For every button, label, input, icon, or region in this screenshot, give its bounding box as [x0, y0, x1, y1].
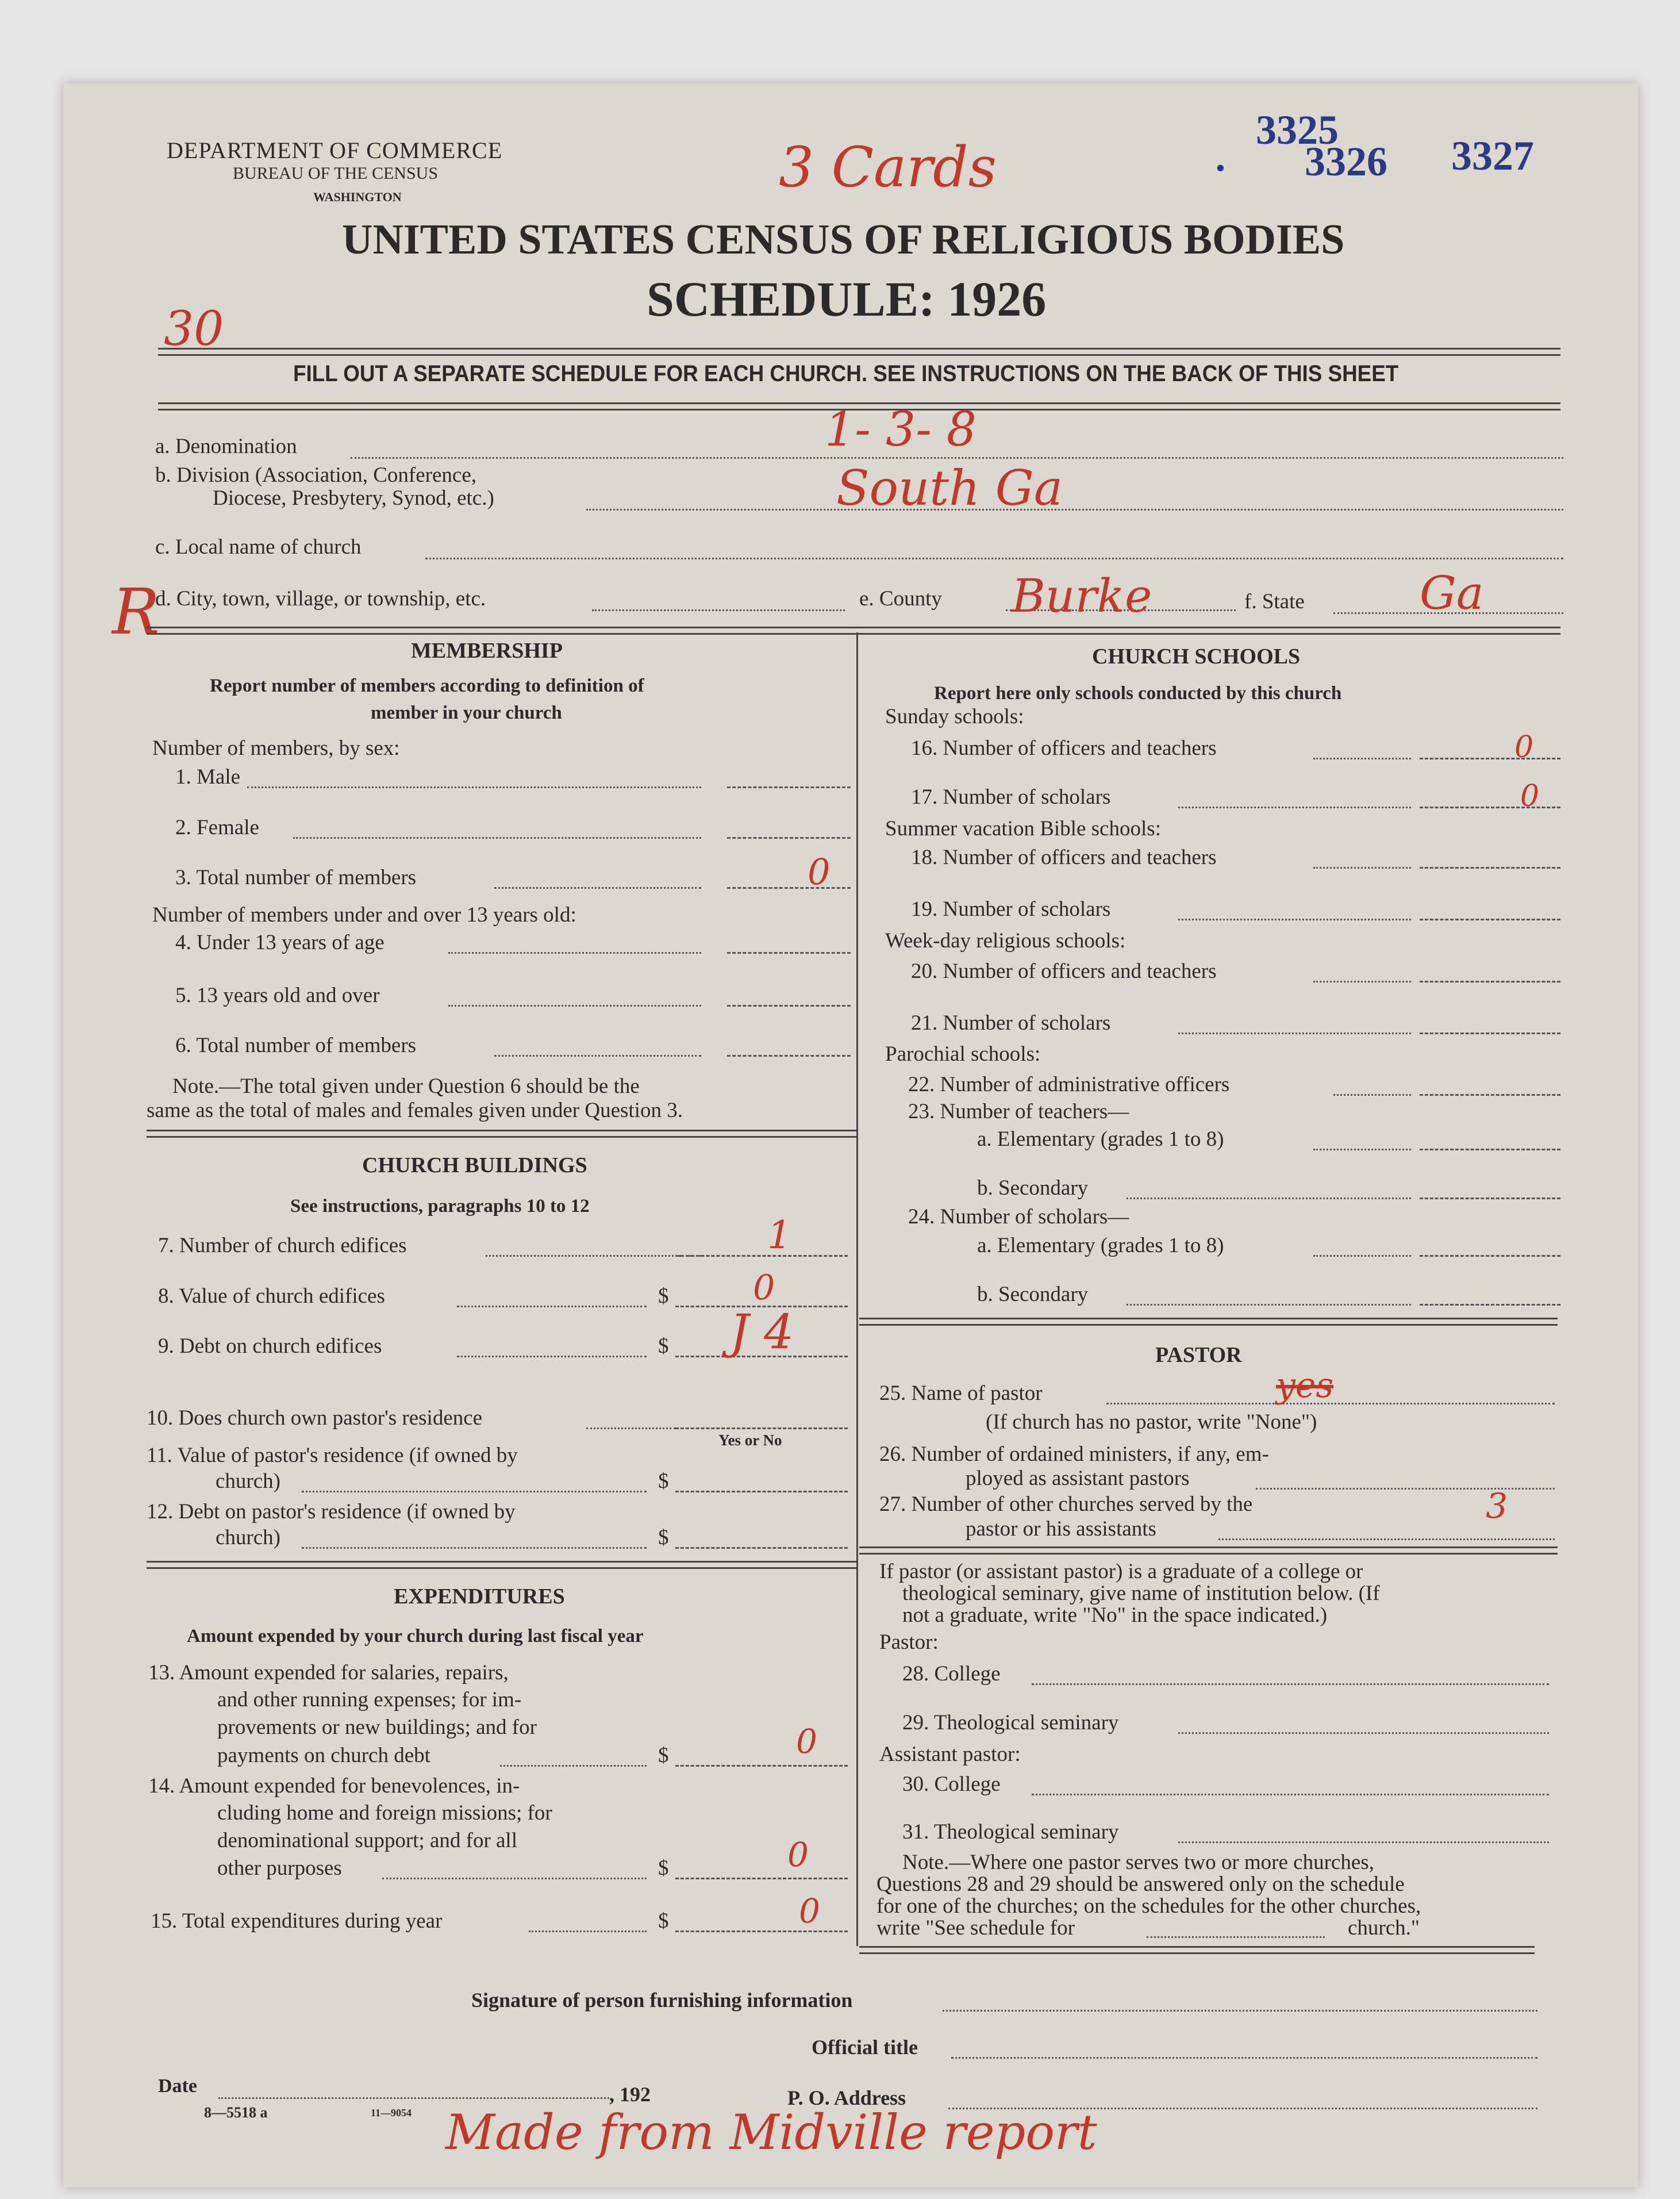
q7-line	[486, 1255, 701, 1257]
official-title-label: Official title	[812, 2036, 918, 2059]
q3-answer	[727, 887, 851, 889]
stamp-3327: 3327	[1451, 133, 1534, 179]
q15-line	[529, 1931, 647, 1932]
membership-title: MEMBERSHIP	[411, 639, 563, 663]
grad-text-1: If pastor (or assistant pastor) is a graduate of a college or	[879, 1560, 1363, 1583]
q19-label: 19. Number of scholars	[911, 897, 1111, 921]
expenditures-title: EXPENDITURES	[394, 1584, 565, 1609]
grad-text-2: theological seminary, give name of institution below. (If	[902, 1582, 1380, 1605]
q25-label: 25. Name of pastor	[879, 1381, 1043, 1405]
bureau-label: BUREAU OF THE CENSUS	[233, 164, 438, 183]
vacation-label: Summer vacation Bible schools:	[885, 817, 1161, 841]
q15-answer	[675, 1931, 848, 1932]
q14-label-3: denominational support; and for all	[217, 1829, 517, 1852]
parochial-label: Parochial schools:	[885, 1042, 1041, 1066]
q27-value[interactable]: 3	[1486, 1486, 1508, 1526]
pastor-title: PASTOR	[1155, 1343, 1242, 1367]
q22-line	[1333, 1094, 1411, 1096]
q12-label: 12. Debt on pastor's residence (if owned by	[147, 1500, 516, 1523]
q26-label: 26. Number of ordained ministers, if any, em-	[879, 1442, 1269, 1466]
q15-label: 15. Total expenditures during year	[151, 1909, 443, 1933]
q17-label: 17. Number of scholars	[911, 785, 1111, 809]
pastor-rule	[859, 1546, 1558, 1555]
q13-label-2: and other running expenses; for im-	[217, 1688, 522, 1711]
assistant-label: Assistant pastor:	[879, 1743, 1021, 1766]
by-sex-label: Number of members, by sex:	[152, 736, 400, 760]
body-bottom-rule	[859, 1946, 1535, 1954]
q16-value[interactable]: 0	[1514, 730, 1534, 765]
q30-label: 30. College	[902, 1772, 1001, 1796]
q11-label: 11. Value of pastor's residence (if owned by	[147, 1444, 518, 1467]
q16-label: 16. Number of officers and teachers	[911, 736, 1217, 760]
q16-line	[1313, 758, 1411, 759]
q27-label-2: pastor or his assistants	[966, 1517, 1156, 1541]
q18-answer	[1420, 867, 1560, 869]
q3-label: 3. Total number of members	[175, 866, 417, 889]
q6-line	[494, 1055, 701, 1057]
membership-sub-1: Report number of members according to definition of	[210, 676, 644, 696]
q23-label: 23. Number of teachers—	[908, 1100, 1129, 1123]
cards-note: 3 Cards	[779, 135, 997, 199]
q8-label: 8. Value of church edifices	[158, 1284, 385, 1308]
pastor-note-3: for one of the churches; on the schedules for the other churches,	[876, 1894, 1421, 1918]
q1-label: 1. Male	[175, 765, 241, 789]
q10-line	[586, 1427, 675, 1429]
denomination-line	[351, 457, 1563, 459]
q24b-answer	[1420, 1304, 1560, 1306]
q22-answer	[1420, 1094, 1560, 1096]
stamp-tick: •	[1216, 153, 1225, 183]
q7-label: 7. Number of church edifices	[158, 1234, 407, 1257]
q29-line	[1178, 1732, 1549, 1734]
pastor-note-4: write "See schedule for	[876, 1916, 1075, 1940]
q13-value[interactable]: 0	[796, 1722, 817, 1761]
q10-label: 10. Does church own pastor's residence	[147, 1406, 483, 1430]
q28-label: 28. College	[902, 1662, 1001, 1686]
footer-note: Made from Midville report	[445, 2104, 1097, 2160]
q24-label: 24. Number of scholars—	[908, 1205, 1129, 1229]
q14-value[interactable]: 0	[787, 1835, 809, 1874]
q6-answer	[727, 1055, 851, 1057]
q23b-line	[1127, 1198, 1411, 1199]
q18-line	[1313, 867, 1411, 869]
date-line	[218, 2097, 609, 2099]
signature-label: Signature of person furnishing information	[471, 1989, 853, 2012]
pastor-note-1: Note.—Where one pastor serves two or more churches,	[902, 1851, 1374, 1874]
schools-sub: Report here only schools conducted by this church	[934, 683, 1342, 704]
q17-line	[1178, 807, 1411, 808]
dept-label: DEPARTMENT OF COMMERCE	[167, 137, 503, 163]
division-label: b. Division (Association, Conference,	[155, 463, 476, 487]
q9-label: 9. Debt on church edifices	[158, 1334, 382, 1358]
q7-value[interactable]: 1	[767, 1213, 791, 1257]
q9-value[interactable]: J 4	[730, 1305, 794, 1360]
pastor-label: Pastor:	[879, 1630, 939, 1654]
q14-dollar: $	[658, 1856, 669, 1880]
q25-note: (If church has no pastor, write "None")	[986, 1410, 1317, 1434]
q8-value[interactable]: 0	[753, 1268, 775, 1308]
q24b-line	[1127, 1304, 1411, 1306]
city-label: WASHINGTON	[313, 190, 402, 204]
q15-dollar: $	[658, 1909, 669, 1933]
membership-rule	[147, 1130, 856, 1138]
membership-sub-2: member in your church	[371, 703, 562, 723]
q31-label: 31. Theological seminary	[902, 1820, 1119, 1844]
q25-value[interactable]: yes	[1276, 1365, 1334, 1406]
schedule-title: SCHEDULE: 1926	[647, 271, 1047, 327]
q17-answer	[1420, 807, 1560, 808]
q1-line	[247, 786, 701, 788]
q20-label: 20. Number of officers and teachers	[911, 960, 1217, 983]
q16-answer	[1420, 758, 1560, 759]
denomination-value[interactable]: 1- 3- 8	[825, 402, 977, 457]
q23b-label: b. Secondary	[977, 1176, 1089, 1200]
q11-label-2: church)	[216, 1469, 280, 1493]
q14-line	[382, 1878, 647, 1879]
yes-no-label: Yes or No	[718, 1432, 782, 1449]
city-line	[592, 609, 845, 611]
q13-label: 13. Amount expended for salaries, repairs,	[148, 1661, 509, 1684]
q17-value[interactable]: 0	[1520, 779, 1540, 813]
q5-label: 5. 13 years old and over	[175, 984, 380, 1007]
q22-label: 22. Number of administrative officers	[908, 1073, 1230, 1096]
q2-line	[293, 837, 701, 839]
header-rule	[158, 348, 1560, 356]
q23a-answer	[1420, 1149, 1560, 1150]
number-note: 30	[164, 302, 224, 356]
q4-label: 4. Under 13 years of age	[175, 931, 385, 954]
q13-label-4: payments on church debt	[217, 1744, 430, 1767]
q21-line	[1178, 1033, 1411, 1034]
q7-answer	[675, 1255, 848, 1257]
q19-line	[1178, 919, 1411, 920]
q24a-answer	[1420, 1255, 1560, 1257]
q20-line	[1313, 981, 1411, 983]
q13-answer	[675, 1765, 848, 1767]
q19-answer	[1420, 919, 1560, 920]
q21-answer	[1420, 1033, 1560, 1034]
schools-rule	[859, 1318, 1558, 1326]
signature-line	[943, 2010, 1537, 2012]
q4-line	[448, 952, 701, 954]
q12-answer	[675, 1547, 848, 1549]
q8-dollar: $	[658, 1284, 669, 1308]
po-address-label: P. O. Address	[787, 2086, 906, 2109]
membership-note-2: same as the total of males and females given under Question 3.	[147, 1099, 683, 1122]
form-title: UNITED STATES CENSUS OF RELIGIOUS BODIES	[342, 216, 1345, 263]
expenditures-sub: Amount expended by your church during last fiscal year	[187, 1626, 644, 1647]
pastor-note-2: Questions 28 and 29 should be answered only on the schedule	[876, 1872, 1405, 1896]
city-label: d. City, town, village, or township, etc.	[155, 587, 486, 611]
q2-answer	[727, 837, 851, 839]
q5-answer	[727, 1005, 851, 1007]
pastor-note-5: church."	[1348, 1916, 1420, 1940]
instruction-line: FILL OUT A SEPARATE SCHEDULE FOR EACH CHURCH. SEE INSTRUCTIONS ON THE BACK OF THIS SHEET	[293, 361, 1399, 386]
q4-answer	[727, 952, 851, 954]
q13-label-3: provements or new buildings; and for	[217, 1716, 537, 1739]
state-value[interactable]: Ga	[1420, 566, 1484, 620]
grad-text-3: not a graduate, write "No" in the space indicated.)	[902, 1603, 1328, 1627]
date-label: Date	[158, 2075, 197, 2097]
local-name-line	[425, 558, 1563, 559]
division-label-2: Diocese, Presbytery, Synod, etc.)	[213, 486, 494, 510]
q14-answer	[675, 1878, 848, 1879]
column-divider	[856, 632, 858, 1946]
year-label: , 192	[609, 2083, 651, 2106]
see-schedule-line	[1147, 1936, 1325, 1938]
q14-label-4: other purposes	[217, 1856, 342, 1880]
denomination-label: a. Denomination	[155, 435, 297, 458]
schools-title: CHURCH SCHOOLS	[1092, 644, 1301, 669]
local-name-label: c. Local name of church	[155, 535, 362, 559]
q27-line	[1218, 1538, 1555, 1540]
buildings-title: CHURCH BUILDINGS	[362, 1153, 587, 1177]
q12-line	[302, 1547, 647, 1549]
q14-label-2: cluding home and foreign missions; for	[217, 1801, 552, 1825]
q8-line	[457, 1306, 647, 1307]
buildings-rule	[147, 1561, 856, 1569]
county-label: e. County	[859, 587, 942, 611]
q3-line	[494, 887, 701, 889]
q9-line	[457, 1356, 647, 1357]
q23a-line	[1313, 1149, 1411, 1150]
q12-dollar: $	[658, 1526, 669, 1549]
weekday-label: Week-day religious schools:	[885, 929, 1126, 953]
q24b-label: b. Secondary	[977, 1283, 1089, 1306]
q12-label-2: church)	[216, 1526, 280, 1549]
q20-answer	[1420, 981, 1560, 983]
state-label: f. State	[1244, 590, 1305, 613]
stamp-3326: 3326	[1305, 139, 1387, 185]
county-value[interactable]: Burke	[1012, 569, 1152, 623]
q24a-label: a. Elementary (grades 1 to 8)	[977, 1234, 1224, 1257]
q10-answer	[675, 1427, 848, 1429]
division-value[interactable]: South Ga	[836, 460, 1063, 516]
q2-label: 2. Female	[175, 816, 259, 839]
q29-label: 29. Theological seminary	[902, 1711, 1119, 1734]
q21-label: 21. Number of scholars	[911, 1011, 1111, 1035]
q26-label-2: ployed as assistant pastors	[966, 1467, 1190, 1490]
q6-label: 6. Total number of members	[175, 1034, 417, 1057]
q11-dollar: $	[658, 1469, 669, 1493]
q26-line	[1256, 1488, 1555, 1490]
q11-answer	[675, 1491, 848, 1492]
q28-line	[1032, 1683, 1549, 1685]
q11-line	[302, 1491, 647, 1492]
q30-line	[1032, 1794, 1549, 1795]
division-line	[586, 509, 1563, 511]
q18-label: 18. Number of officers and teachers	[911, 846, 1217, 869]
official-title-line	[951, 2057, 1537, 2059]
q13-dollar: $	[658, 1744, 669, 1767]
stamp-3325: 3325	[1256, 107, 1339, 153]
r-note: R	[112, 575, 160, 648]
q1-answer	[727, 786, 851, 788]
q13-line	[500, 1765, 647, 1767]
q9-dollar: $	[658, 1334, 669, 1358]
q27-label: 27. Number of other churches served by the	[879, 1492, 1253, 1516]
q14-label: 14. Amount expended for benevolences, in-	[148, 1774, 520, 1798]
q5-line	[448, 1005, 701, 1007]
q23b-answer	[1420, 1198, 1560, 1199]
buildings-sub: See instructions, paragraphs 10 to 12	[290, 1196, 590, 1216]
q24a-line	[1313, 1255, 1411, 1257]
sunday-label: Sunday schools:	[885, 705, 1024, 728]
q23a-label: a. Elementary (grades 1 to 8)	[977, 1127, 1224, 1151]
membership-note-1: Note.—The total given under Question 6 should be the	[172, 1074, 640, 1098]
by-age-label: Number of members under and over 13 years old:	[152, 903, 576, 927]
q15-value[interactable]: 0	[799, 1891, 820, 1931]
q31-line	[1178, 1841, 1549, 1843]
form-number: 8—5518 a	[204, 2104, 268, 2121]
q3-value[interactable]: 0	[808, 851, 831, 893]
print-code: 11—9054	[371, 2107, 412, 2119]
fields-rule	[147, 627, 1560, 635]
